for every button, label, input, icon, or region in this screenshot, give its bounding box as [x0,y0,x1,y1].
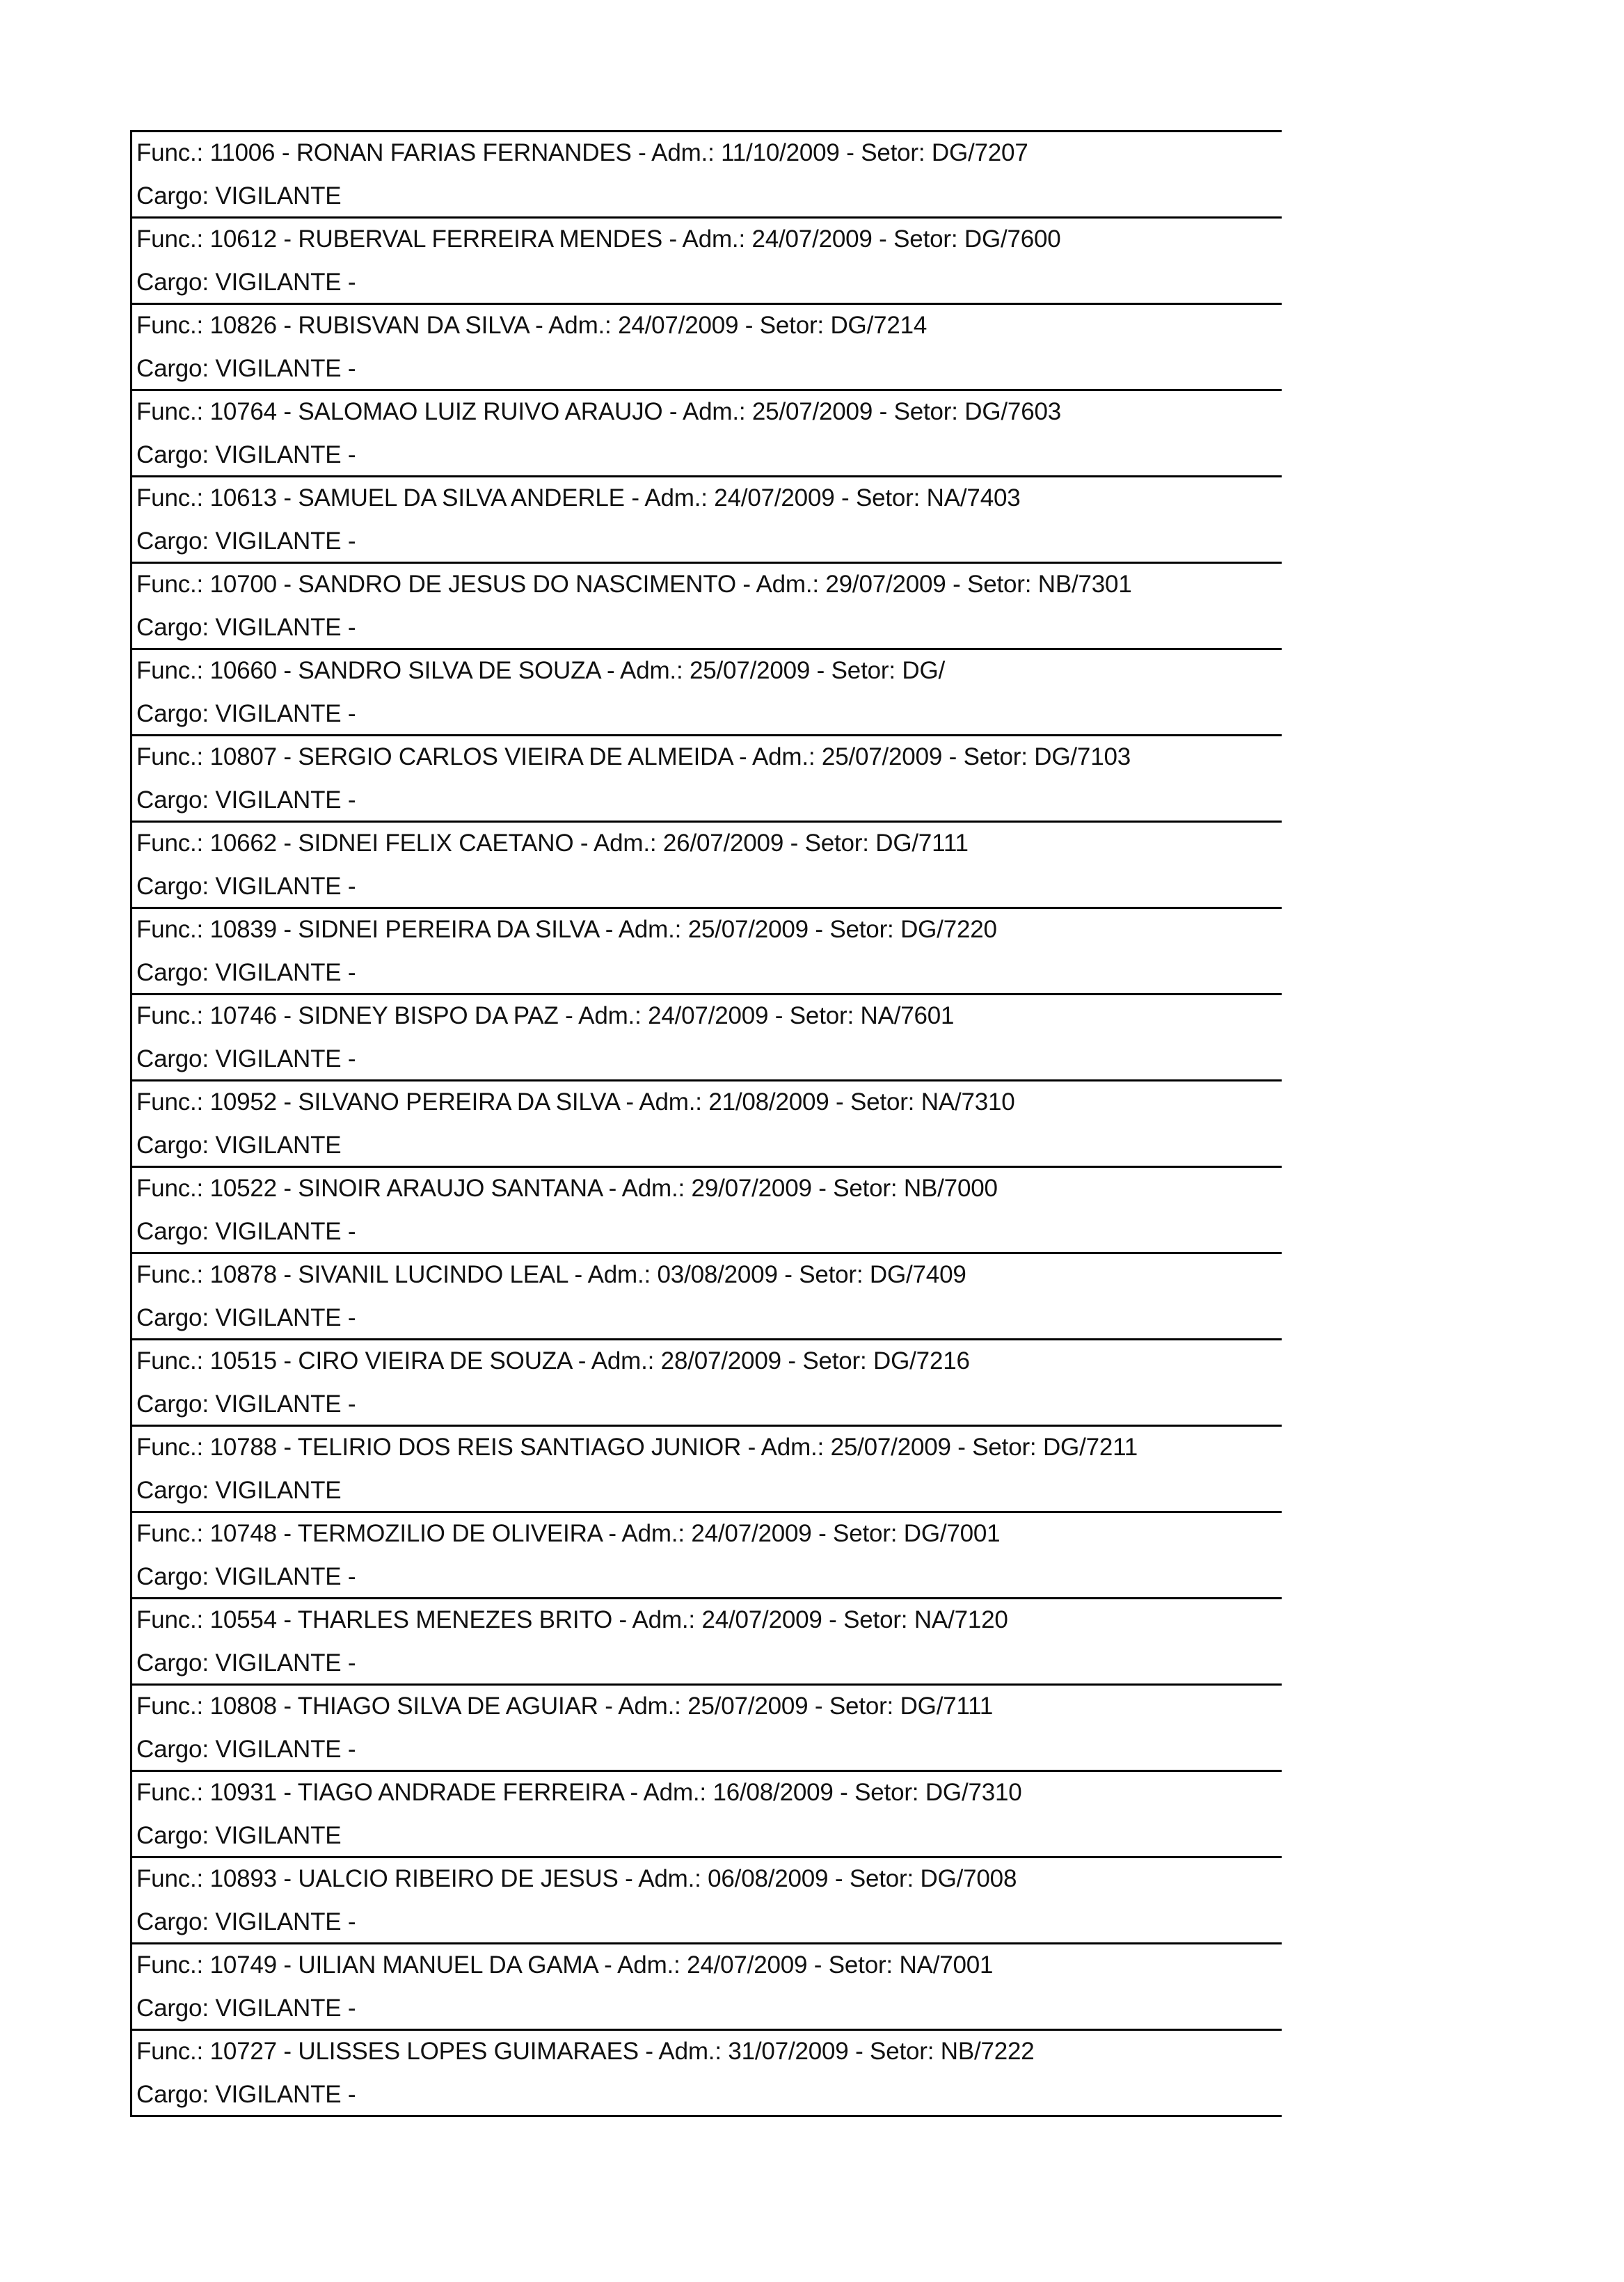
employee-role-line: Cargo: VIGILANTE - [136,959,356,986]
employee-record [132,736,1282,823]
employee-info-line: Func.: 10839 - SIDNEI PEREIRA DA SILVA - Adm.: 25/07/2009 - Setor: DG/7220 [136,916,997,943]
employee-role-line: Cargo: VIGILANTE - [136,873,356,900]
employee-record [132,1944,1282,2031]
employee-role-line: Cargo: VIGILANTE - [136,1218,356,1245]
employee-info-line: Func.: 10662 - SIDNEI FELIX CAETANO - Adm.: 26/07/2009 - Setor: DG/7111 [136,830,969,857]
employee-info-line: Func.: 10554 - THARLES MENEZES BRITO - Adm.: 24/07/2009 - Setor: NA/7120 [136,1606,1008,1633]
employee-record [132,1858,1282,1944]
employee-info-line: Func.: 10826 - RUBISVAN DA SILVA - Adm.: 24/07/2009 - Setor: DG/7214 [136,312,928,339]
employee-record [132,1427,1282,1513]
employee-info-line: Func.: 10788 - TELIRIO DOS REIS SANTIAGO JUNIOR - Adm.: 25/07/2009 - Setor: DG/7211 [136,1434,1138,1461]
employee-role-line: Cargo: VIGILANTE [136,1822,342,1849]
employee-role-line: Cargo: VIGILANTE - [136,269,356,296]
employee-role-line: Cargo: VIGILANTE - [136,700,356,727]
employee-info-line: Func.: 10749 - UILIAN MANUEL DA GAMA - Adm.: 24/07/2009 - Setor: NA/7001 [136,1951,994,1979]
employee-role-line: Cargo: VIGILANTE - [136,2081,356,2108]
employee-info-line: Func.: 10612 - RUBERVAL FERREIRA MENDES - Adm.: 24/07/2009 - Setor: DG/7600 [136,225,1061,253]
employee-info-line: Func.: 10700 - SANDRO DE JESUS DO NASCIMENTO - Adm.: 29/07/2009 - Setor: NB/7301 [136,571,1132,598]
employee-info-line: Func.: 10893 - UALCIO RIBEIRO DE JESUS - Adm.: 06/08/2009 - Setor: DG/7008 [136,1865,1017,1892]
employee-role-line: Cargo: VIGILANTE - [136,355,356,382]
employee-info-line: Func.: 10931 - TIAGO ANDRADE FERREIRA - Adm.: 16/08/2009 - Setor: DG/7310 [136,1779,1022,1806]
employee-record [132,1772,1282,1858]
employee-record [132,823,1282,909]
employee-list [130,130,1282,2117]
employee-record [132,132,1282,219]
employee-record [132,1340,1282,1427]
employee-info-line: Func.: 11006 - RONAN FARIAS FERNANDES - Adm.: 11/10/2009 - Setor: DG/7207 [136,139,1028,166]
employee-role-line: Cargo: VIGILANTE [136,1477,342,1504]
employee-info-line: Func.: 10522 - SINOIR ARAUJO SANTANA - Adm.: 29/07/2009 - Setor: NB/7000 [136,1175,998,1202]
employee-info-line: Func.: 10748 - TERMOZILIO DE OLIVEIRA - Adm.: 24/07/2009 - Setor: DG/7001 [136,1520,1001,1547]
employee-role-line: Cargo: VIGILANTE - [136,786,356,814]
employee-record [132,564,1282,650]
employee-role-line: Cargo: VIGILANTE - [136,1390,356,1418]
employee-info-line: Func.: 10808 - THIAGO SILVA DE AGUIAR - Adm.: 25/07/2009 - Setor: DG/7111 [136,1693,994,1720]
employee-role-line: Cargo: VIGILANTE - [136,1563,356,1590]
employee-info-line: Func.: 10727 - ULISSES LOPES GUIMARAES - Adm.: 31/07/2009 - Setor: NB/7222 [136,2038,1035,2065]
employee-role-line: Cargo: VIGILANTE - [136,614,356,641]
employee-role-line: Cargo: VIGILANTE - [136,1908,356,1935]
employee-record [132,2031,1282,2117]
employee-info-line: Func.: 10746 - SIDNEY BISPO DA PAZ - Adm.: 24/07/2009 - Setor: NA/7601 [136,1002,955,1029]
employee-info-line: Func.: 10515 - CIRO VIEIRA DE SOUZA - Adm.: 28/07/2009 - Setor: DG/7216 [136,1347,970,1374]
employee-info-line: Func.: 10613 - SAMUEL DA SILVA ANDERLE - Adm.: 24/07/2009 - Setor: NA/7403 [136,484,1021,512]
employee-info-line: Func.: 10952 - SILVANO PEREIRA DA SILVA - Adm.: 21/08/2009 - Setor: NA/7310 [136,1088,1015,1116]
employee-record [132,1081,1282,1168]
employee-record [132,1168,1282,1254]
employee-record [132,477,1282,564]
employee-info-line: Func.: 10807 - SERGIO CARLOS VIEIRA DE ALMEIDA - Adm.: 25/07/2009 - Setor: DG/7103 [136,743,1131,770]
employee-info-line: Func.: 10660 - SANDRO SILVA DE SOUZA - Adm.: 25/07/2009 - Setor: DG/ [136,657,945,684]
employee-record [132,219,1282,305]
employee-record [132,1599,1282,1686]
employee-role-line: Cargo: VIGILANTE - [136,441,356,468]
employee-record [132,995,1282,1081]
employee-role-line: Cargo: VIGILANTE [136,1132,342,1159]
employee-role-line: Cargo: VIGILANTE - [136,1304,356,1331]
employee-info-line: Func.: 10764 - SALOMAO LUIZ RUIVO ARAUJO - Adm.: 25/07/2009 - Setor: DG/7603 [136,398,1061,425]
employee-role-line: Cargo: VIGILANTE [136,182,342,209]
employee-record [132,650,1282,736]
employee-info-line: Func.: 10878 - SIVANIL LUCINDO LEAL - Adm.: 03/08/2009 - Setor: DG/7409 [136,1261,966,1288]
employee-record [132,391,1282,477]
employee-role-line: Cargo: VIGILANTE - [136,1995,356,2022]
employee-record [132,1686,1282,1772]
employee-record [132,909,1282,995]
employee-role-line: Cargo: VIGILANTE - [136,1045,356,1072]
employee-record [132,1254,1282,1340]
employee-role-line: Cargo: VIGILANTE - [136,1736,356,1763]
employee-role-line: Cargo: VIGILANTE - [136,528,356,555]
employee-record [132,305,1282,391]
employee-role-line: Cargo: VIGILANTE - [136,1649,356,1677]
employee-record [132,1513,1282,1599]
